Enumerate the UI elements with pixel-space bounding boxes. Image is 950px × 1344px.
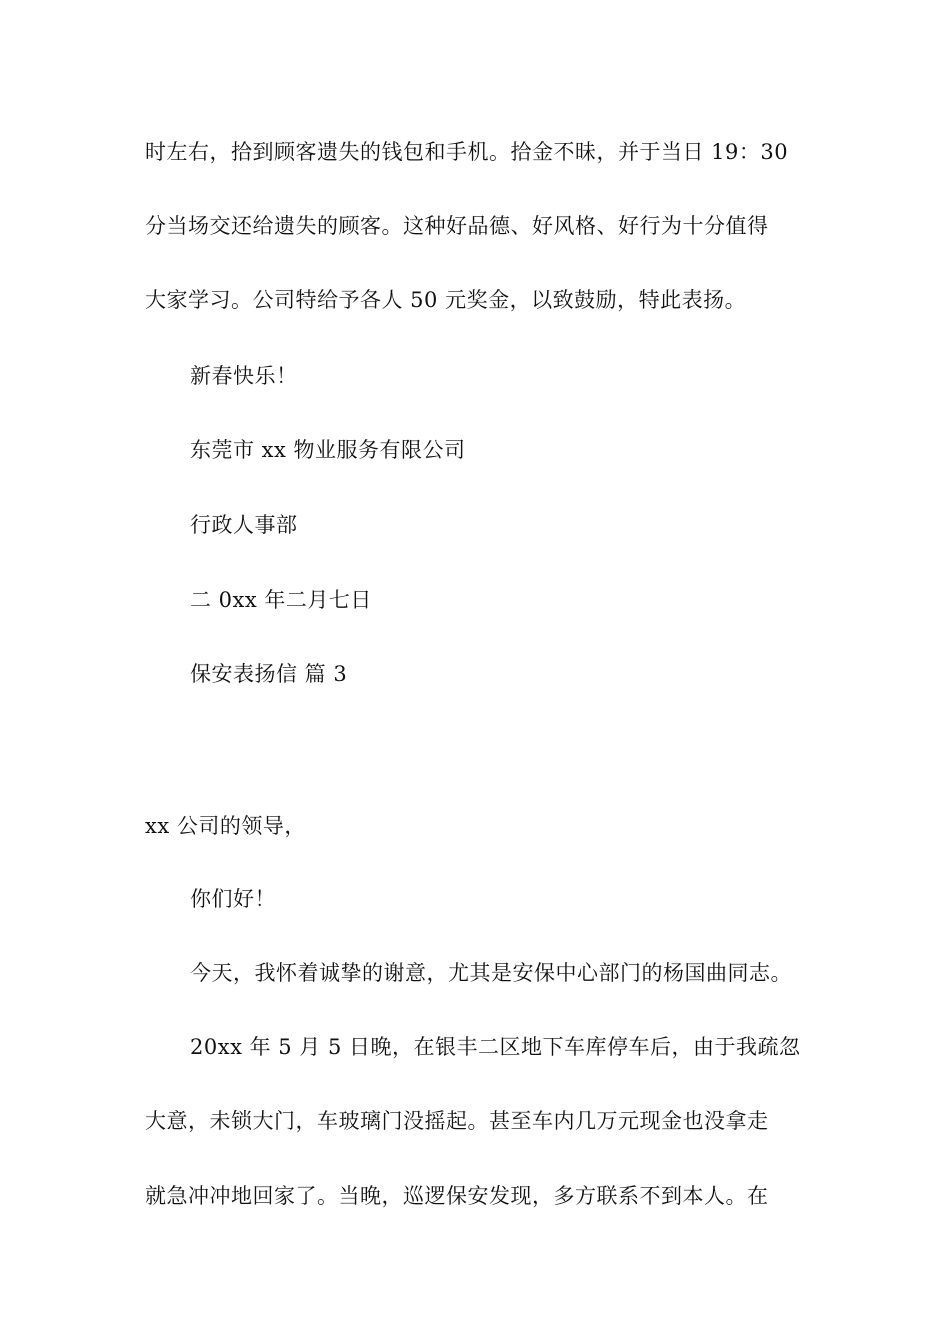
department-name: 行政人事部 — [190, 513, 298, 537]
company-name: 东莞市 xx 物业服务有限公司 — [190, 438, 466, 462]
paragraph-line: 20xx 年 5 月 5 日晚，在银丰二区地下车库停车后，由于我疏忽 — [190, 1035, 801, 1059]
greeting-line: 新春快乐！ — [190, 364, 298, 388]
paragraph-line: 就急冲冲地回家了。当晚，巡逻保安发现，多方联系不到本人。在 — [145, 1184, 769, 1208]
date-line: 二 0xx 年二月七日 — [190, 588, 372, 612]
section-title: 保安表扬信 篇 3 — [190, 662, 348, 686]
greeting-line: 你们好！ — [190, 887, 276, 911]
salutation-line: xx 公司的领导， — [145, 814, 306, 838]
paragraph-line: 大家学习。公司特给予各人 50 元奖金，以致鼓励，特此表扬。 — [145, 288, 747, 312]
paragraph-line: 分当场交还给遗失的顾客。这种好品德、好风格、好行为十分值得 — [145, 214, 769, 238]
paragraph-line: 今天，我怀着诚挚的谢意，尤其是安保中心部门的杨国曲同志。 — [190, 961, 792, 985]
paragraph-line: 大意，未锁大门，车玻璃门没摇起。甚至车内几万元现金也没拿走 — [145, 1109, 769, 1133]
paragraph-line: 时左右，拾到顾客遗失的钱包和手机。拾金不昧，并于当日 19：30 — [145, 140, 789, 164]
